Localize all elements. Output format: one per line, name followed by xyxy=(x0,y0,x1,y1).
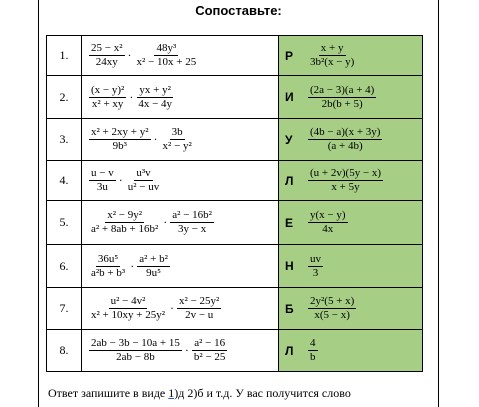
numerator: 2y²(5 + x) xyxy=(310,295,355,307)
denominator: x² − 10x + 25 xyxy=(136,56,197,68)
numerator: 25 − x² xyxy=(91,42,123,54)
answer-fraction xyxy=(308,209,348,236)
expression-cell xyxy=(82,119,279,161)
numerator: (u + 2v)(5y − x) xyxy=(310,167,382,179)
answer-fraction xyxy=(308,42,356,69)
numerator: (4b − a)(x + 3y) xyxy=(310,126,381,138)
table-row xyxy=(47,36,423,76)
answer-cell xyxy=(279,330,423,372)
row-number-label: 7. xyxy=(59,301,69,315)
numerator: 3b xyxy=(171,126,183,138)
answer-letter: Л xyxy=(285,343,294,358)
table-row xyxy=(47,288,423,330)
denominator: 3b²(x − y) xyxy=(310,56,355,68)
expression-cell xyxy=(82,288,279,330)
numerator: a² − 16b² xyxy=(172,209,212,221)
answer-cell xyxy=(279,76,423,119)
fraction-2 xyxy=(136,84,174,111)
denominator: 2v − u xyxy=(185,309,214,321)
fraction-1 xyxy=(89,126,151,153)
answer-letter: Б xyxy=(285,301,294,316)
denominator: x + 5y xyxy=(331,181,360,193)
fraction-1 xyxy=(89,167,116,194)
denominator: 9u⁵ xyxy=(146,266,161,279)
denominator: x² + xy xyxy=(91,97,124,110)
expression-cell xyxy=(82,76,279,119)
numerator: y(x − y) xyxy=(310,209,346,221)
answer-cell xyxy=(279,201,423,245)
numerator: 2ab − 3b − 10a + 15 xyxy=(91,337,180,349)
fraction-2 xyxy=(177,295,221,322)
numerator: x² − 9y² xyxy=(107,209,143,221)
denominator: 3u xyxy=(96,181,108,193)
numerator: 48y³ xyxy=(156,42,177,54)
row-number-label: 3. xyxy=(59,132,69,146)
numerator: u − v xyxy=(91,167,114,179)
fraction-1 xyxy=(89,295,167,322)
row-number-label: 6. xyxy=(59,258,69,273)
denominator: 24xy xyxy=(95,56,118,68)
denominator: (a + 4b) xyxy=(327,140,363,152)
row-number xyxy=(47,119,82,161)
denominator: a² + 8ab + 16b² xyxy=(91,223,159,235)
multiply-dot: · xyxy=(153,132,158,146)
multiply-dot: · xyxy=(118,173,123,187)
footer-text-end: 2)б и т.д. У вас получится слово xyxy=(184,386,351,400)
denominator: b xyxy=(310,351,316,363)
row-number-label: 8. xyxy=(59,343,69,357)
answer-cell xyxy=(279,288,423,330)
numerator: 36u⁵ xyxy=(97,252,119,265)
answer-fraction xyxy=(308,167,383,194)
denominator: x² + 10xy + 25y² xyxy=(91,309,166,321)
expression-cell xyxy=(82,161,279,201)
fraction-2 xyxy=(126,167,162,194)
denominator: 2b(b + 5) xyxy=(321,97,363,110)
answer-letter: Р xyxy=(285,48,294,63)
row-number xyxy=(47,330,82,372)
table-row xyxy=(47,119,423,161)
table-row xyxy=(47,330,423,372)
denominator: a²b + b³ xyxy=(91,266,126,279)
multiply-dot: · xyxy=(127,48,132,62)
row-number-label: 2. xyxy=(59,89,69,104)
page-title: Сопоставьте: xyxy=(195,3,282,18)
fraction-2 xyxy=(135,42,199,69)
table-row xyxy=(47,201,423,245)
denominator: x² − y² xyxy=(162,140,192,152)
footer-text-start: Ответ запишите в виде xyxy=(48,386,169,400)
multiply-dot: · xyxy=(184,343,189,357)
numerator: (2a − 3)(a + 4) xyxy=(310,83,375,96)
multiply-dot: · xyxy=(170,301,175,315)
answer-letter: Н xyxy=(285,259,294,273)
denominator: 9b³ xyxy=(112,140,127,152)
answer-cell xyxy=(279,119,423,161)
row-number-label: 4. xyxy=(59,173,69,187)
answer-cell xyxy=(279,36,423,76)
multiply-dot: · xyxy=(129,89,134,104)
footer-example-1: 1)д xyxy=(168,386,185,400)
answer-fraction xyxy=(308,253,323,280)
denominator: 4x xyxy=(322,223,334,235)
answer-instructions xyxy=(48,386,351,401)
fraction-1 xyxy=(89,253,127,280)
numerator: x² + 2xy + y² xyxy=(91,126,149,138)
numerator: x + y xyxy=(320,42,344,54)
denominator: 2ab − 8b xyxy=(116,351,155,363)
numerator: a² − 16 xyxy=(194,337,226,349)
answer-fraction xyxy=(308,295,356,322)
row-number xyxy=(47,36,82,76)
numerator: 4 xyxy=(310,337,316,349)
worksheet xyxy=(38,0,439,407)
answer-letter: Е xyxy=(285,215,294,230)
answer-cell xyxy=(279,245,423,288)
denominator: 4x − 4y xyxy=(138,97,173,110)
numerator: u³v xyxy=(136,167,151,179)
fraction-1 xyxy=(89,42,125,69)
multiply-dot: · xyxy=(163,215,168,229)
answer-cell xyxy=(279,161,423,201)
row-number xyxy=(47,161,82,201)
table-row xyxy=(47,245,423,288)
fraction-2 xyxy=(170,209,214,236)
row-number-label: 1. xyxy=(59,48,69,62)
table-row xyxy=(47,76,423,119)
row-number xyxy=(47,76,82,119)
fraction-2 xyxy=(161,126,194,153)
answer-letter: Л xyxy=(285,173,294,188)
denominator: b² − 25 xyxy=(193,351,226,363)
expression-cell xyxy=(82,36,279,76)
answer-fraction xyxy=(308,126,382,153)
numerator: uv xyxy=(310,252,321,265)
denominator: x(5 − x) xyxy=(314,309,350,321)
numerator: x² − 25y² xyxy=(179,295,220,307)
numerator: u² − 4v² xyxy=(110,295,146,307)
denominator: u² − uv xyxy=(127,181,160,193)
row-number xyxy=(47,245,82,288)
fraction-1 xyxy=(89,84,126,111)
expression-cell xyxy=(82,330,279,372)
answer-letter: И xyxy=(285,90,294,104)
row-number xyxy=(47,201,82,245)
numerator: yx + y² xyxy=(139,83,171,96)
fraction-2 xyxy=(192,337,228,364)
denominator: 3y − x xyxy=(178,223,207,235)
denominator: 3 xyxy=(312,266,319,279)
numerator: (x − y)² xyxy=(91,83,125,96)
answer-fraction xyxy=(308,337,318,364)
fraction-1 xyxy=(89,337,182,364)
answer-fraction xyxy=(308,84,376,111)
table-row xyxy=(47,161,423,201)
row-number-label: 5. xyxy=(59,215,69,229)
multiply-dot: · xyxy=(130,258,135,273)
fraction-1 xyxy=(89,209,160,236)
expression-cell xyxy=(82,245,279,288)
answer-letter: У xyxy=(285,132,293,147)
expression-cell xyxy=(82,201,279,245)
fraction-2 xyxy=(137,253,170,280)
row-number xyxy=(47,288,82,330)
numerator: a² + b² xyxy=(139,252,168,265)
matching-table xyxy=(46,35,423,372)
